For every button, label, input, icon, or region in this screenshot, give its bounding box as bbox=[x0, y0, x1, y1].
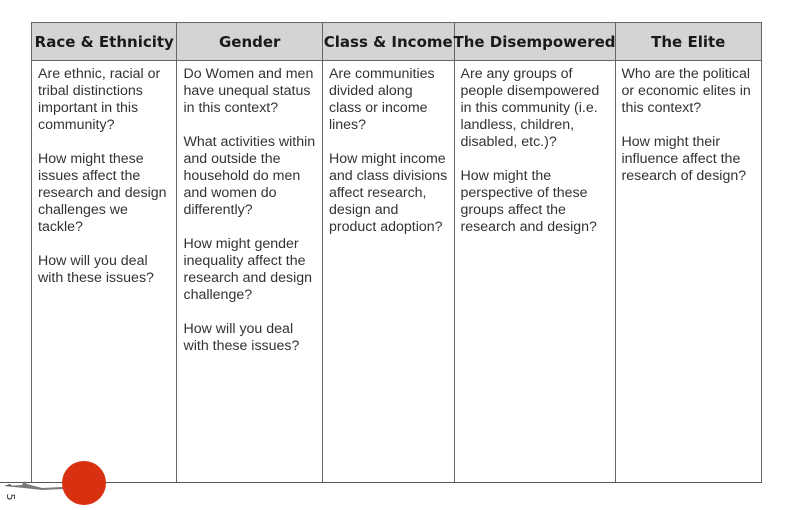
question: How will you deal with these issues? bbox=[38, 253, 154, 286]
column-race-ethnicity bbox=[32, 23, 177, 482]
column-body bbox=[177, 61, 321, 482]
column-header: Class & Income bbox=[323, 23, 454, 61]
column-elite bbox=[616, 23, 761, 482]
question: How might these issues affect the research and design challenges we tackle? bbox=[38, 151, 167, 235]
column-gender bbox=[177, 23, 322, 482]
questions-table bbox=[31, 22, 762, 483]
question: How might their influence affect the research of design? bbox=[621, 134, 747, 184]
footer-rule bbox=[0, 482, 762, 483]
question: How might the perspective of these groups affect the research and design? bbox=[460, 168, 597, 235]
column-header: Race & Ethnicity bbox=[32, 23, 176, 61]
question: Do Women and men have unequal status in this context? bbox=[183, 66, 314, 116]
question: How might income and class divisions affect research, design and product adoption? bbox=[328, 151, 448, 235]
page-number: 5 bbox=[4, 493, 17, 501]
column-header: Gender bbox=[177, 23, 321, 61]
question: Are communities divided along class or income lines? bbox=[328, 66, 435, 133]
column-body bbox=[616, 61, 761, 482]
column-body bbox=[32, 61, 176, 482]
column-header: The Disempowered bbox=[455, 23, 615, 61]
column-header: The Elite bbox=[616, 23, 761, 61]
question: Are ethnic, racial or tribal distinctions important in this community? bbox=[38, 66, 161, 133]
column-body bbox=[323, 61, 454, 482]
question: Are any groups of people disempowered in this community (i.e. landless, children, disabled, etc.)? bbox=[460, 66, 600, 150]
question: Who are the political or economic elites in this context? bbox=[621, 66, 751, 116]
column-class-income bbox=[323, 23, 455, 482]
question: What activities within and outside the household do men and women do differently? bbox=[183, 134, 316, 218]
column-body bbox=[455, 61, 615, 482]
question: How will you deal with these issues? bbox=[183, 321, 300, 354]
column-disempowered bbox=[455, 23, 616, 482]
red-dot-icon bbox=[62, 461, 106, 505]
question: How might gender inequality affect the research and design challenge? bbox=[183, 236, 313, 303]
